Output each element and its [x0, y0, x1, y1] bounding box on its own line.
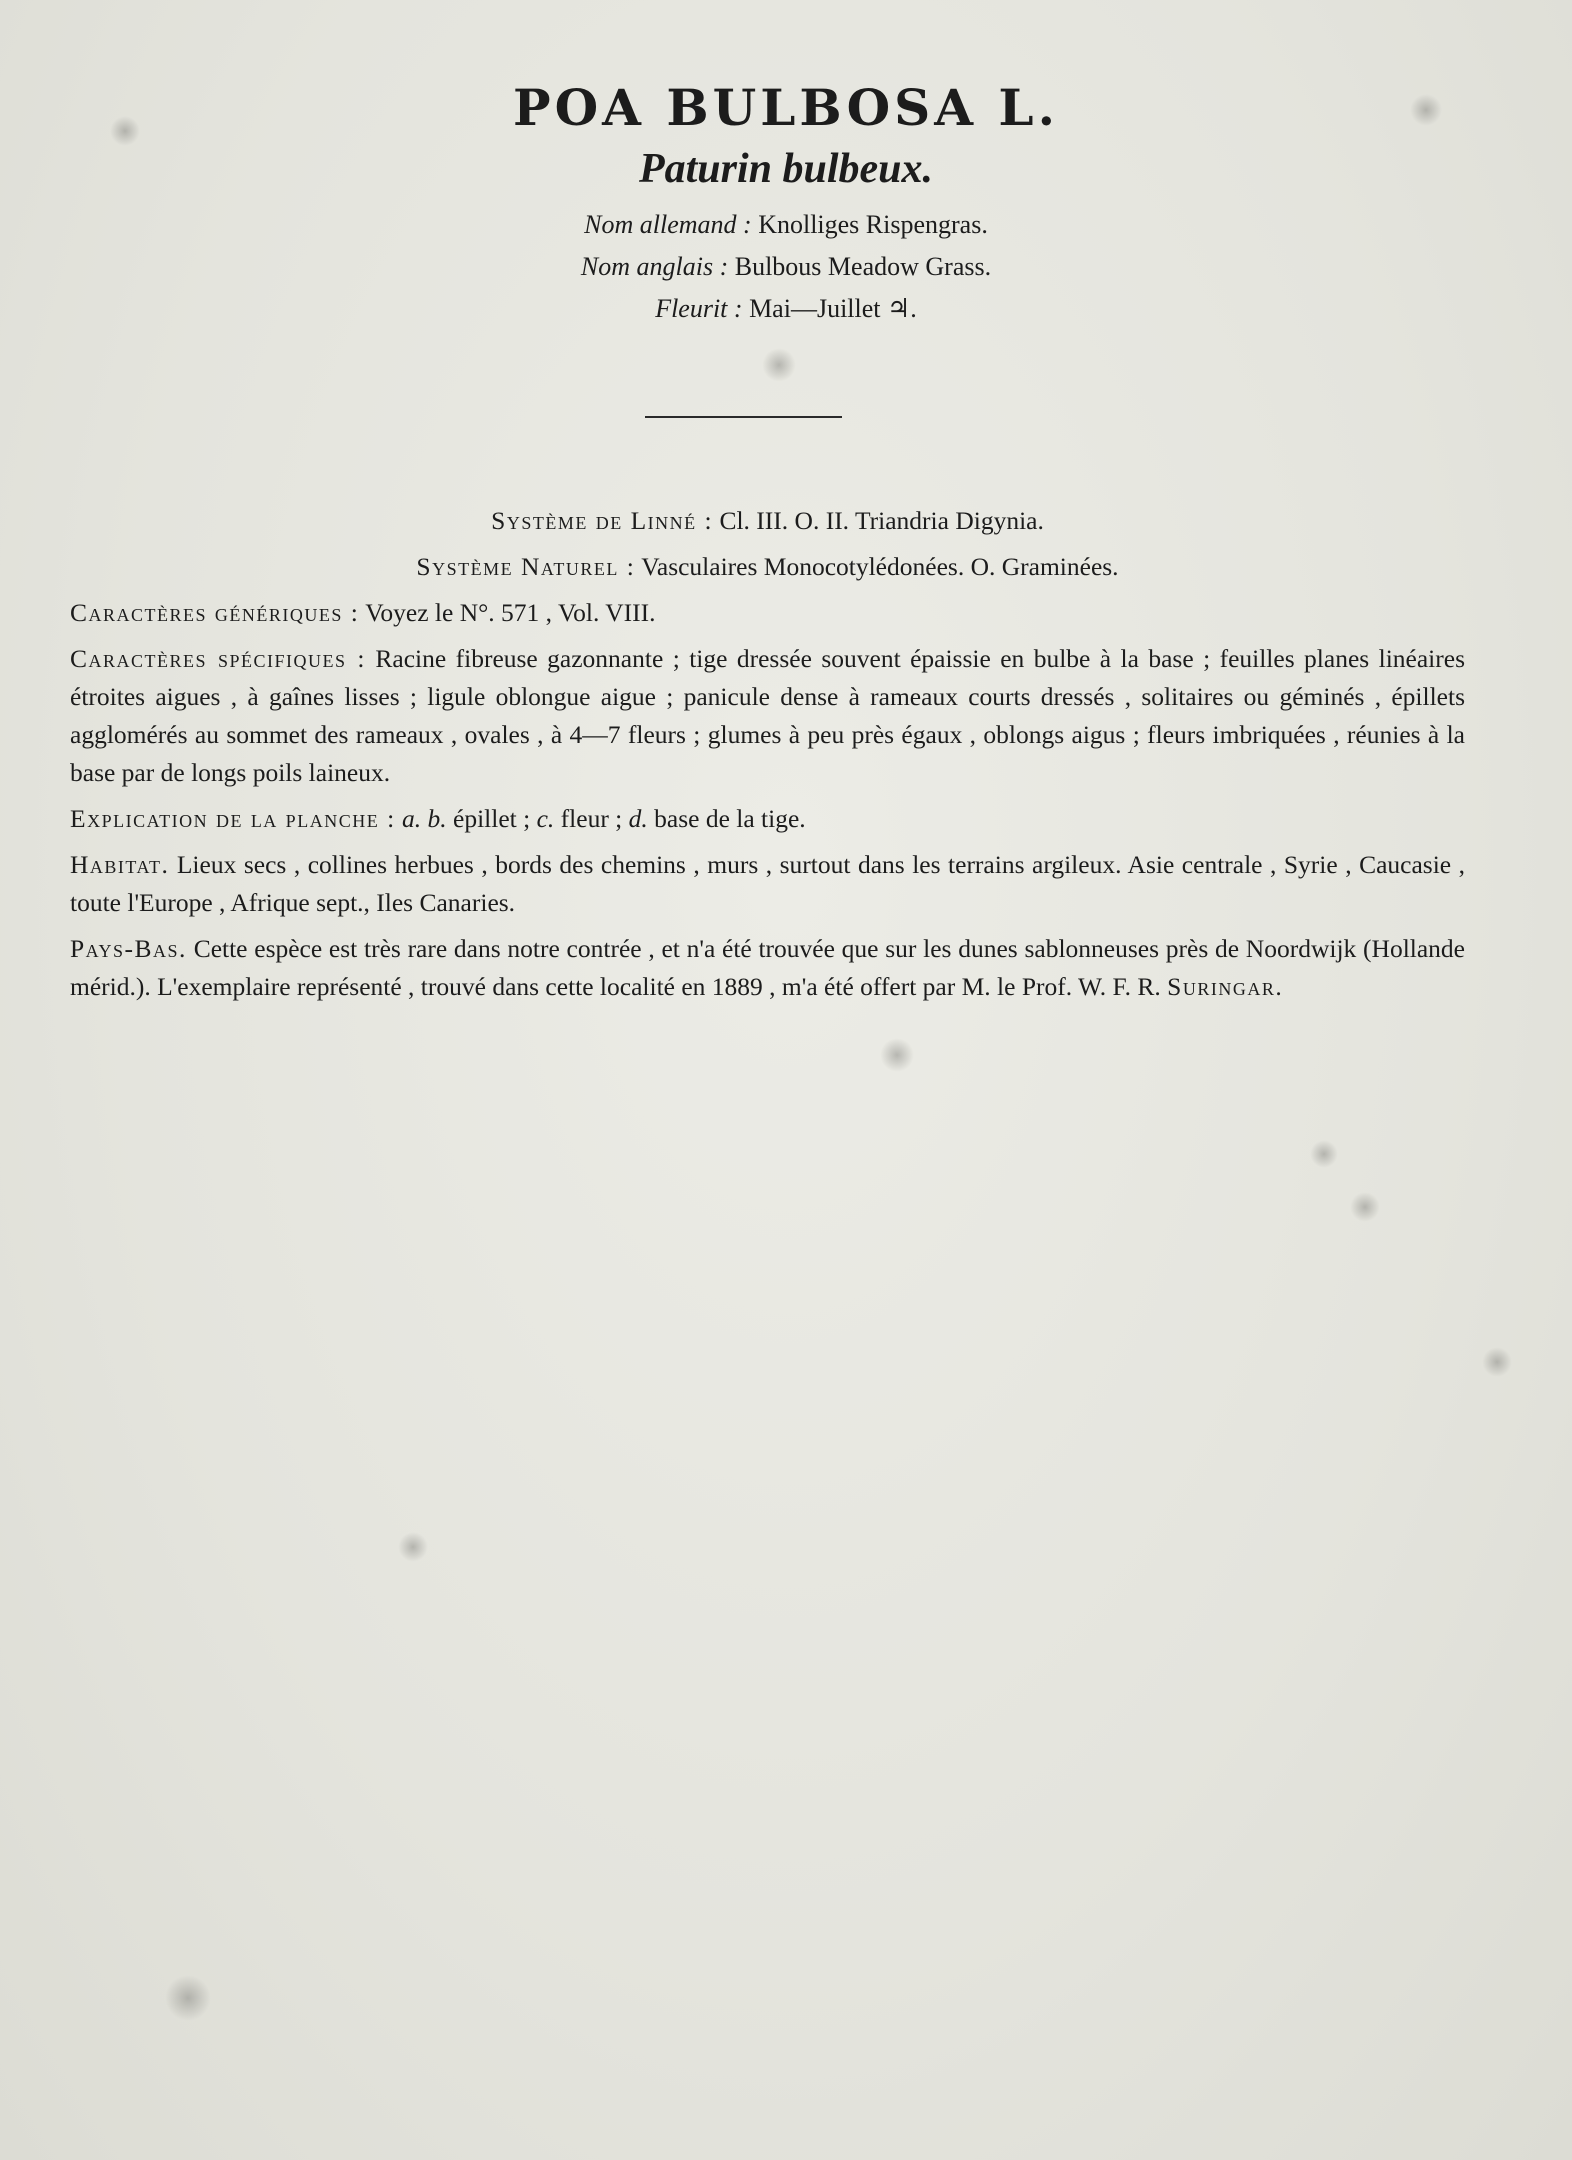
- paper-spot: [1350, 1192, 1380, 1222]
- netherlands-label: Pays-Bas.: [70, 934, 187, 963]
- english-name-line: [0, 246, 1572, 288]
- generic-characters: [70, 594, 1465, 632]
- species-title: POA BULBOSA L.: [513, 78, 1059, 137]
- netherlands-value: Cette espèce est très rare dans notre contrée , et n'a été trouvée que sur les dunes sablonneuses près de Noordwijk (Hollande mérid.). L'exemplaire représenté , trouvé dans cette localité en 1889 , m'a été offert par M. le Prof. W. F. R.: [70, 934, 1466, 1001]
- netherlands: [70, 930, 1465, 1006]
- habitat-label: Habitat.: [70, 850, 170, 879]
- paper-spot: [165, 1975, 211, 2021]
- plate-key-c: c.: [536, 804, 555, 833]
- divider-rule: [645, 416, 842, 418]
- paper-spot: [1310, 1140, 1338, 1168]
- specific-characters-label: Caractères spécifiques :: [70, 644, 366, 673]
- english-name-value: Bulbous Meadow Grass.: [734, 252, 992, 281]
- plate-explanation: [70, 800, 1465, 838]
- plate-key-ab: a. b.: [402, 804, 447, 833]
- natural-system-label: Système Naturel :: [416, 552, 636, 581]
- german-name-label: Nom allemand :: [584, 210, 752, 239]
- specific-characters-value: Racine fibreuse gazonnante ; tige dressée souvent épaissie en bulbe à la base ; feuilles planes linéaires étroites aigues , à gaînes lisses ; ligule oblongue aigue ; panicule dense à rameaux courts dressés , solitaires ou géminés , épillets agglomérés au sommet des rameaux , ovales , à 4—7 fleurs ; glumes à peu près égaux , oblongs aigus ; fleurs imbriquées , réunies à la base par de longs poils laineux.: [70, 644, 1465, 787]
- flowering-line: [0, 288, 1572, 330]
- french-name: Paturin bulbeux.: [638, 146, 934, 192]
- linnaean-system-label: Système de Linné :: [491, 506, 714, 535]
- paper-spot: [880, 1038, 914, 1072]
- linnaean-system: [70, 502, 1465, 540]
- plate-key-d: d.: [628, 804, 648, 833]
- paper-spot: [398, 1532, 428, 1562]
- generic-characters-label: Caractères génériques :: [70, 598, 360, 627]
- generic-characters-value: Voyez le N°. 571 , Vol. VIII.: [365, 598, 656, 627]
- donor-name: Suringar.: [1167, 972, 1284, 1001]
- plate-key-ab-text: épillet ;: [453, 804, 531, 833]
- plate-explanation-label: Explication de la planche :: [70, 804, 396, 833]
- natural-system-value: Vasculaires Monocotylédonées. O. Graminées.: [641, 552, 1119, 581]
- german-name-value: Knolliges Rispengras.: [758, 210, 988, 239]
- english-name-label: Nom anglais :: [580, 252, 729, 281]
- plate-key-c-text: fleur ;: [560, 804, 623, 833]
- german-name-line: [0, 204, 1572, 246]
- flowering-label: Fleurit :: [655, 294, 743, 323]
- description: [70, 502, 1465, 1014]
- habitat-value: Lieux secs , collines herbues , bords des chemins , murs , surtout dans les terrains argileux. Asie centrale , Syrie , Caucasie , toute l'Europe , Afrique sept., Iles Canaries.: [70, 850, 1465, 917]
- natural-system: [70, 548, 1465, 586]
- linnaean-system-value: Cl. III. O. II. Triandria Digynia.: [719, 506, 1044, 535]
- header: [0, 78, 1572, 330]
- plate-key-d-text: base de la tige.: [654, 804, 806, 833]
- habitat: [70, 846, 1465, 922]
- paper-spot: [1482, 1347, 1512, 1377]
- specific-characters: [70, 640, 1465, 792]
- flowering-value: Mai—Juillet ♃.: [749, 294, 917, 323]
- paper-spot: [762, 348, 796, 382]
